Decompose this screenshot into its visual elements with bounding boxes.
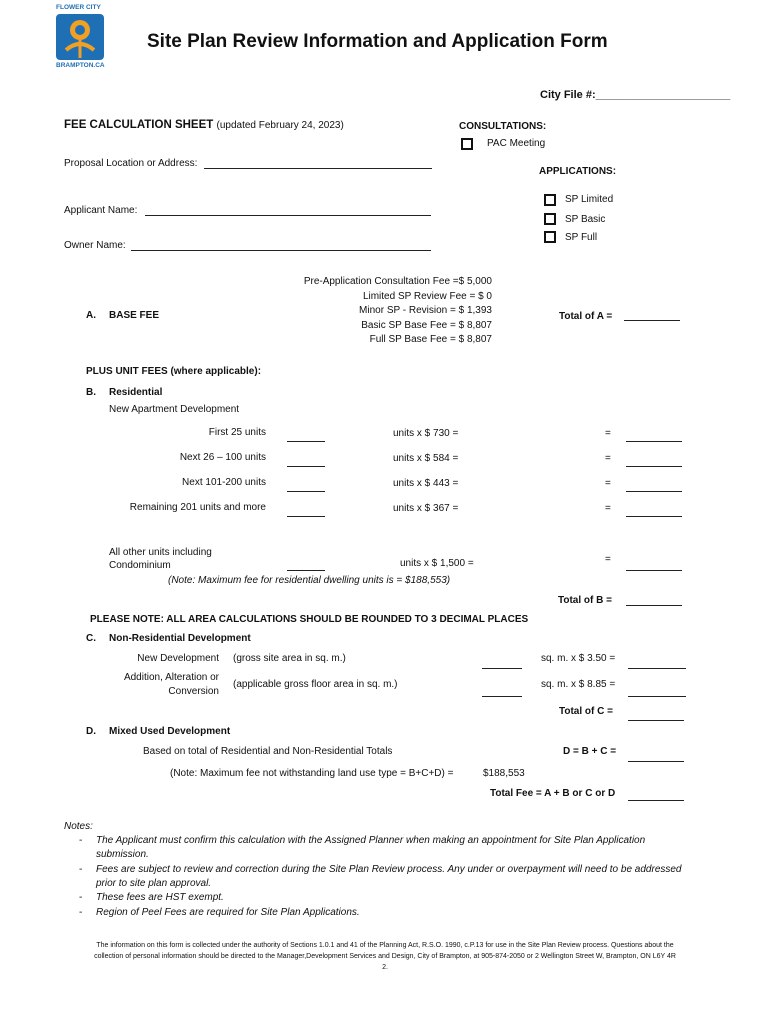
unit-row-label: Next 101-200 units (182, 477, 266, 488)
equals-sign: = (605, 478, 611, 489)
bullet-dash: - (79, 835, 83, 846)
units-input[interactable] (287, 570, 325, 571)
amount-input[interactable] (626, 466, 682, 467)
pac-meeting-label: PAC Meeting (487, 138, 546, 149)
amount-input[interactable] (626, 516, 682, 517)
total-fee-label: Total Fee = A + B or C or D (490, 788, 616, 799)
other-units-line2: Condominium (109, 560, 171, 571)
footer-line: The information on this form is collected under the authority of Sections 1.0.1 and 41 of the Planning Act, R.S.O. 1990, c.P.13 for use in the Site Plan Review process. Questions about the (96, 942, 674, 949)
total-b-input[interactable] (626, 605, 682, 606)
new-dev-label: New Development (137, 653, 219, 664)
addition-label-2: Conversion (168, 686, 219, 697)
unit-row-label: Remaining 201 units and more (129, 502, 266, 513)
bullet-dash: - (79, 892, 83, 903)
equals-sign: = (605, 503, 611, 514)
units-input[interactable] (287, 491, 325, 492)
section-c-letter: C. (86, 633, 96, 644)
fee-line: Limited SP Review Fee = $ 0 (362, 290, 492, 302)
total-a-input[interactable] (624, 320, 680, 321)
equals-sign: = (605, 453, 611, 464)
total-a-label: Total of A = (559, 311, 613, 322)
logo-top-text: FLOWER CITY (56, 4, 101, 11)
section-b-sub: New Apartment Development (109, 404, 240, 415)
base-fee-list (260, 275, 492, 348)
amount-input[interactable] (626, 441, 682, 442)
pac-meeting-checkbox[interactable] (461, 138, 473, 150)
amount-input[interactable] (626, 491, 682, 492)
amount-input[interactable] (628, 668, 686, 669)
section-b-label: Residential (109, 387, 163, 398)
bullet-dash: - (79, 864, 83, 875)
note-item: prior to site plan approval. (96, 878, 212, 889)
fee-line: Basic SP Base Fee = $ 8,807 (361, 319, 492, 331)
unit-rate: units x $ 443 = (393, 478, 459, 489)
sp-limited-label: SP Limited (565, 194, 614, 205)
equals-sign: = (605, 554, 611, 565)
unit-row-label: First 25 units (208, 427, 266, 438)
note-item: The Applicant must confirm this calculation with the Assigned Planner when making an appointment for Site Plan Application (96, 835, 646, 846)
sp-full-label: SP Full (565, 232, 598, 243)
owner-input[interactable] (131, 250, 431, 251)
applicant-label: Applicant Name: (64, 205, 138, 216)
sheet-updated: (updated February 24, 2023) (216, 120, 344, 131)
section-a-label: BASE FEE (109, 310, 160, 321)
section-d-letter: D. (86, 726, 96, 737)
max-fee-note: (Note: Maximum fee not withstanding land use type = B+C+D) = (170, 768, 454, 779)
footer-line: 2. (382, 964, 388, 971)
sp-basic-label: SP Basic (565, 214, 606, 225)
sp-basic-checkbox[interactable] (544, 213, 556, 225)
flower-logo-icon (56, 14, 104, 60)
note-item: submission. (96, 849, 149, 860)
fee-line: Minor SP - Revision = $ 1,393 (359, 305, 492, 316)
fee-line: Pre-Application Consultation Fee =$ 5,000 (303, 276, 492, 287)
section-d-label: Mixed Used Development (109, 726, 231, 737)
proposal-input[interactable] (204, 168, 432, 169)
section-d-basis: Based on total of Residential and Non-Residential Totals (143, 746, 393, 757)
footer-line: collection of personal information should be directed to the Manager,Development Services and Design, City of Brampton, at 905-874-2050 or 2 Wellington Street W, Brampton, ON L6Y 4R (94, 953, 676, 960)
sp-full-checkbox[interactable] (544, 231, 556, 243)
section-a-letter: A. (86, 310, 96, 321)
sq-m-input[interactable] (482, 696, 522, 697)
applications-heading: APPLICATIONS: (539, 166, 617, 177)
equals-sign: = (605, 428, 611, 439)
residential-max-note: (Note: Maximum fee for residential dwelling units is = $188,553) (168, 575, 451, 586)
units-input[interactable] (287, 516, 325, 517)
addition-rate: sq. m. x $ 8.85 = (541, 679, 616, 690)
amount-input[interactable] (626, 570, 682, 571)
unit-rate: units x $ 584 = (393, 453, 459, 464)
section-b-letter: B. (86, 387, 96, 398)
sq-m-input[interactable] (482, 668, 522, 669)
amount-input[interactable] (628, 696, 686, 697)
section-d-formula: D = B + C = (563, 746, 617, 757)
city-file-field[interactable]: City File #:______________________ (540, 89, 731, 101)
units-input[interactable] (287, 466, 325, 467)
addition-desc: (applicable gross floor area in sq. m.) (233, 679, 398, 690)
page-title: Site Plan Review Information and Application Form (147, 31, 608, 52)
section-c-label: Non-Residential Development (109, 633, 251, 644)
rounding-note: PLEASE NOTE: ALL AREA CALCULATIONS SHOULD BE ROUNDED TO 3 DECIMAL PLACES (90, 614, 529, 625)
logo-bottom-text: BRAMPTON.CA (56, 62, 105, 69)
unit-rate: units x $ 730 = (393, 428, 459, 439)
note-item: Fees are subject to review and correction during the Site Plan Review process. Any under or overpayment will need to be addressed (96, 864, 682, 875)
owner-label: Owner Name: (64, 240, 126, 251)
total-d-input[interactable] (628, 761, 684, 762)
total-c-input[interactable] (628, 720, 684, 721)
sheet-heading-line (64, 119, 344, 131)
addition-label-1: Addition, Alteration or (123, 672, 219, 683)
notes-heading: Notes: (64, 821, 93, 832)
sp-limited-checkbox[interactable] (544, 194, 556, 206)
brampton-logo (56, 4, 106, 70)
new-dev-desc: (gross site area in sq. m.) (233, 653, 346, 664)
sheet-heading: FEE CALCULATION SHEET (64, 119, 214, 131)
unit-rate: units x $ 367 = (393, 503, 459, 514)
plus-unit-fees: PLUS UNIT FEES (where applicable): (86, 366, 262, 377)
max-fee-value: $188,553 (483, 768, 525, 779)
total-fee-input[interactable] (628, 800, 684, 801)
applicant-input[interactable] (145, 215, 431, 216)
units-input[interactable] (287, 441, 325, 442)
total-b-label: Total of B = (558, 595, 612, 606)
note-item: These fees are HST exempt. (96, 892, 224, 903)
consultations-heading: CONSULTATIONS: (459, 121, 547, 132)
unit-rate: units x $ 1,500 = (400, 558, 474, 569)
privacy-footer (40, 940, 730, 973)
other-units-line1: All other units including (109, 547, 212, 558)
proposal-label: Proposal Location or Address: (64, 158, 198, 169)
bullet-dash: - (79, 907, 83, 918)
new-dev-rate: sq. m. x $ 3.50 = (541, 653, 616, 664)
fee-line: Full SP Base Fee = $ 8,807 (369, 334, 492, 345)
total-c-label: Total of C = (559, 706, 613, 717)
note-item: Region of Peel Fees are required for Site Plan Applications. (96, 907, 360, 918)
unit-row-label: Next 26 – 100 units (179, 452, 266, 463)
